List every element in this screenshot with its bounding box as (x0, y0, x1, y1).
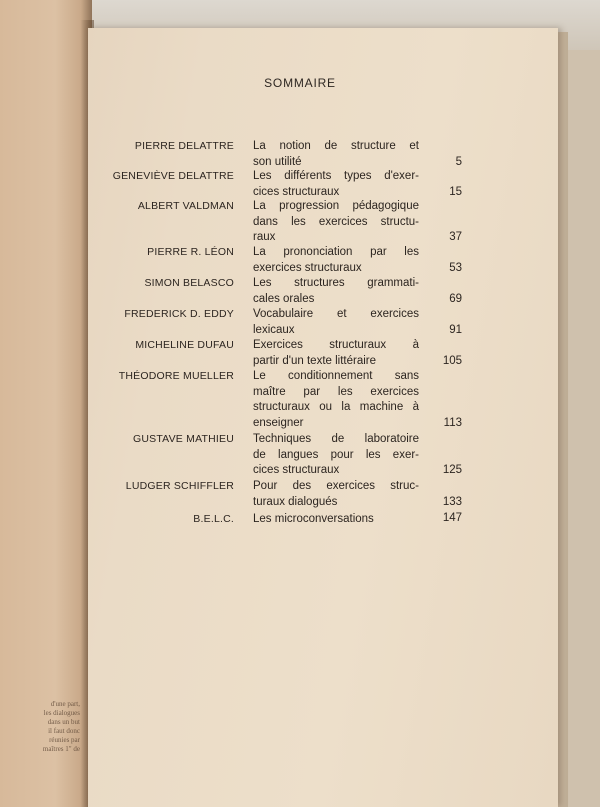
toc-author: ALBERT VALDMAN (137, 200, 234, 212)
toc-title-line: Le conditionnement sans (253, 370, 419, 382)
toc-title (253, 432, 419, 479)
toc-title-line: Les différents types d'exer- (253, 170, 419, 182)
toc-title-line: Techniques de laboratoire (253, 433, 419, 445)
toc-author: MICHELINE DUFAU (135, 339, 234, 351)
toc-title (253, 245, 419, 276)
toc-author: GUSTAVE MATHIEU (132, 433, 234, 445)
toc-author: PIERRE DELATTRE (134, 140, 234, 152)
left-page-line: les dialogues (43, 709, 80, 717)
toc-title-line: maître par les exercices (253, 385, 419, 398)
toc-author: B.E.L.C. (193, 513, 234, 525)
toc-title-line: cices structuraux (253, 464, 340, 476)
left-page-line: d'une part, (50, 700, 80, 708)
toc-title-line: Exercices structuraux à (253, 339, 419, 351)
toc-title-line: son utilité (253, 155, 302, 168)
toc-page-number: 37 (449, 231, 462, 243)
toc-title (253, 369, 419, 431)
left-page-line: maîtres 1" de (42, 745, 80, 753)
toc-title-line: cales orales (253, 292, 315, 305)
toc-title-line: La progression pédagogique (253, 200, 419, 212)
toc-title-line: Les microconversations (253, 513, 374, 525)
toc-title-line: Vocabulaire et exercices (253, 308, 419, 320)
toc-title-line: raux (253, 231, 276, 243)
toc-title-line: Les structures grammati- (253, 277, 419, 289)
toc-page-number: 91 (449, 323, 462, 336)
toc-title-line: de langues pour les exer- (253, 448, 419, 461)
toc-author: SIMON BELASCO (144, 277, 234, 289)
toc-page-number: 15 (449, 185, 462, 198)
toc-page-number: 113 (443, 416, 462, 429)
toc-title (253, 169, 419, 200)
toc-title-line: lexicaux (253, 323, 295, 336)
toc-page-number: 105 (442, 354, 462, 367)
toc-page-number: 5 (455, 155, 462, 168)
toc-title (253, 199, 419, 246)
left-page-line: dans un but (47, 718, 80, 726)
toc-title-line: partir d'un texte littéraire (253, 354, 377, 367)
toc-author: LUDGER SCHIFFLER (125, 480, 234, 492)
left-page-text (0, 700, 80, 807)
toc-title (253, 479, 419, 510)
toc-author: GENEVIÈVE DELATTRE (112, 170, 234, 182)
toc-author: FREDERICK D. EDDY (124, 308, 234, 320)
toc-title-line: dans les exercices structu- (253, 215, 419, 228)
toc-title (253, 512, 419, 528)
left-page-line: il faut donc (48, 727, 80, 735)
toc-title (253, 307, 419, 338)
toc-title-line: structuraux ou la machine à (253, 401, 419, 413)
toc-page-number: 147 (442, 512, 462, 524)
toc-title-line: enseigner (253, 416, 304, 429)
left-page (0, 0, 92, 807)
toc-title (253, 338, 419, 369)
toc-title (253, 139, 419, 170)
toc-page-number: 133 (442, 495, 462, 508)
toc-title-line: La prononciation par les (253, 246, 419, 258)
left-page-line: réunies par (49, 736, 80, 744)
toc-title-line: exercices structuraux (253, 261, 362, 274)
toc-page-number: 53 (449, 261, 462, 274)
toc-title-line: cices structuraux (253, 185, 340, 198)
toc-title (253, 276, 419, 307)
toc-author: THÉODORE MUELLER (118, 370, 234, 382)
toc-page-number: 125 (442, 464, 462, 476)
toc-title-line: Pour des exercices struc- (253, 480, 419, 492)
toc-author: PIERRE R. LÉON (147, 246, 234, 258)
toc-page-number: 69 (449, 292, 462, 305)
toc-title-line: La notion de structure et (253, 140, 419, 152)
toc-title-line: turaux dialogués (253, 495, 338, 508)
page-title: SOMMAIRE (264, 76, 336, 90)
